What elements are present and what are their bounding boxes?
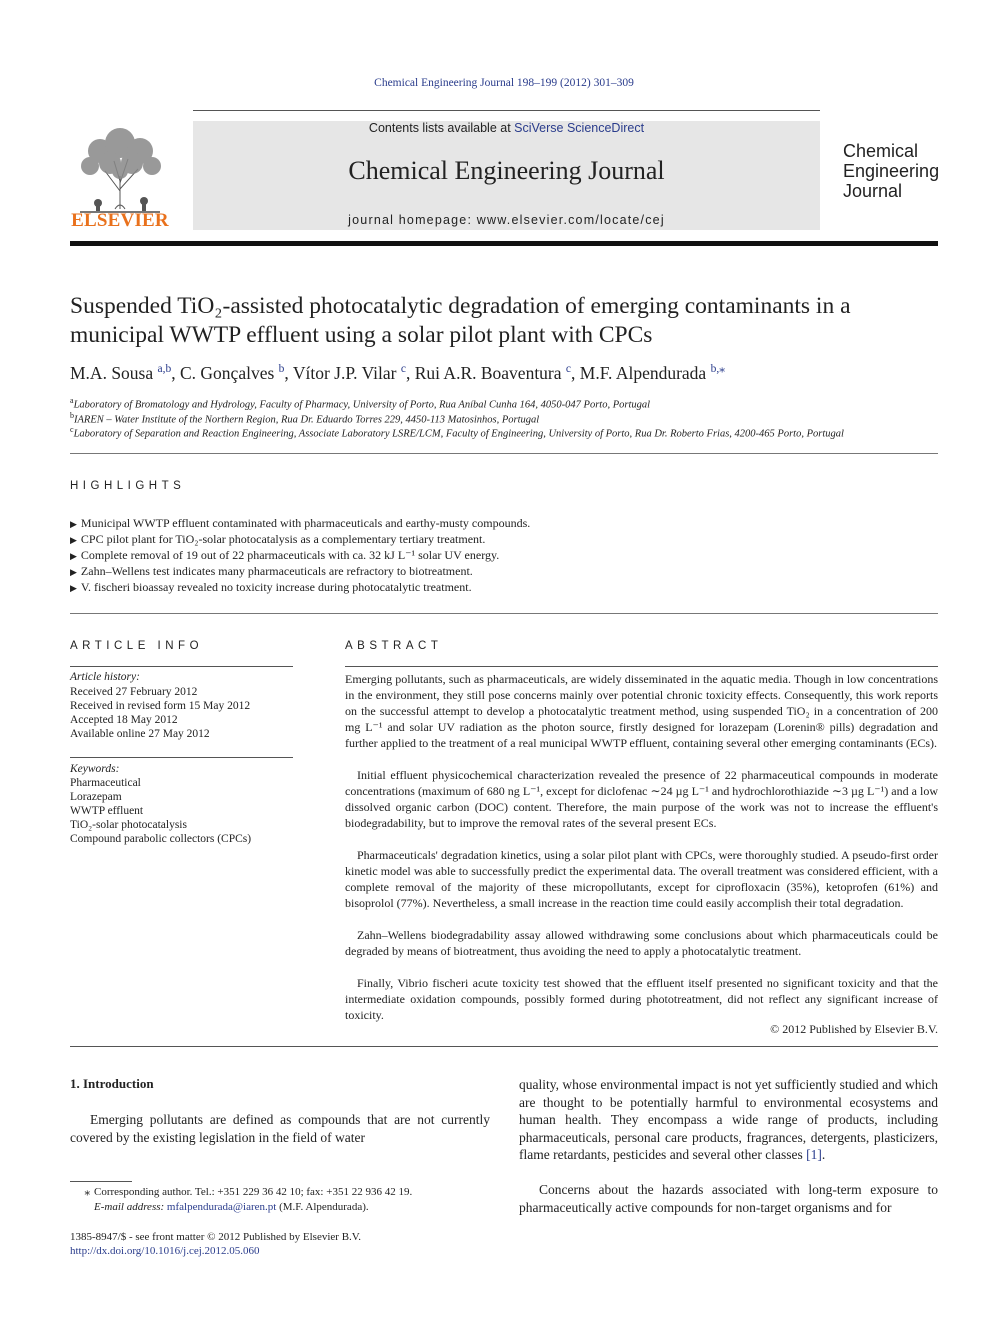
affiliation: [70, 425, 950, 440]
elsevier-wordmark: ELSEVIER: [71, 210, 169, 231]
contents-prefix: Contents lists available at: [368, 121, 511, 135]
intro-left-paragraph: Emerging pollutants are defined as compounds that are not currently covered by the existing legislation in the field of water: [70, 1112, 490, 1145]
author-affil-sup[interactable]: c: [565, 363, 572, 375]
keyword: Compound parabolic collectors (CPCs): [70, 833, 252, 845]
highlight-item: [70, 563, 950, 580]
author-name[interactable]: M.A. Sousa: [70, 362, 154, 383]
author-name[interactable]: M.F. Alpendurada: [579, 362, 707, 383]
abstract-paragraph: Emerging pollutants, such as pharmaceuticals, are widely disseminated in the aquatic media. Though in low concentrations in the environment, they still pose concerns mainly over potential chronic toxicity effects. Consequently, this work reports on the successful attempt to develop a photocatalytic treatment method, using suspended TiO₂ in a concentration of 200 mg L⁻¹ and solar UV radiation as the photon source, firstly designed for lorazepam (Lorenin® pills) degradation and further applied to the treatment of a real municipal WWTP effluent, containing several other emerging contaminants (ECs).: [345, 672, 938, 750]
introduction-heading: 1. Introduction: [70, 1076, 154, 1091]
copyright-notice: © 2012 Published by Elsevier B.V.: [770, 1022, 938, 1036]
cover-title-line: Chemical: [843, 141, 919, 161]
abstract-rule: [345, 666, 938, 667]
affiliation: [70, 396, 950, 411]
bullet-triangle-icon: ▶: [70, 567, 77, 577]
affiliation-label: a: [70, 396, 74, 405]
article-title: [70, 292, 950, 350]
intro-right-text: quality, whose environmental impact is not yet sufficiently studied and which are thought to be potentially harmful to environmental ecosystems and human health. They encompass a wide range of products, including pharmaceuticals, personal care products, fragrances, detergents, plasticizers, flame retardants, pesticides and several other classes: [519, 1077, 938, 1162]
journal-title: Chemical Engineering Journal: [348, 156, 665, 185]
section-divider: [70, 453, 938, 454]
author-name[interactable]: C. Gonçalves: [180, 362, 275, 383]
bullet-triangle-icon: ▶: [70, 535, 77, 545]
abstract-paragraph: Initial effluent physicochemical characterization revealed the presence of 22 pharmaceutical compounds in moderate concentrations (maximum of 680 ng L⁻¹, except for diclofenac ∼24 µg L⁻¹ and hydrochlorothiazide ∼3 µg L⁻¹) and a low dissolved organic carbon (DOC) content. Therefore, the main purpose of the work was not to increase the effluent's biodegradability, but to improve the removal rates of the several present ECs.: [345, 768, 938, 830]
doi-link[interactable]: http://dx.doi.org/10.1016/j.cej.2012.05.060: [70, 1245, 260, 1257]
footnote-rule: [70, 1181, 132, 1182]
highlight-text: V. fischeri bioassay revealed no toxicity increase during photocatalytic treatment.: [80, 580, 472, 594]
keyword: TiO₂-solar photocatalysis: [70, 819, 187, 831]
intro-right-paragraph: quality, whose environmental impact is not yet sufficiently studied and which are thought to be potentially harmful to environmental ecosystems and human health. They encompass a wide range of products, including pharmaceuticals, personal care products, fragrances, detergents, plasticizers, flame retardants, pesticides and several other classes [1].: [519, 1077, 938, 1162]
author-affil-sup[interactable]: c: [400, 363, 406, 375]
corresponding-footnote: ⁎ Corresponding author. Tel.: +351 229 36 42 10; fax: +351 22 936 42 19.: [84, 1186, 413, 1198]
highlight-text: CPC pilot plant for TiO₂-solar photocatalysis as a complementary tertiary treatment.: [80, 532, 486, 546]
affiliation-label: c: [70, 425, 74, 434]
author-affil-sup[interactable]: a,b: [157, 363, 172, 375]
article-info-rule: [70, 666, 293, 667]
keyword: Lorazepam: [70, 791, 122, 803]
history-entry: Available online 27 May 2012: [70, 728, 210, 740]
bullet-triangle-icon: ▶: [70, 519, 77, 529]
highlight-item: [70, 579, 950, 596]
author-affil-sup[interactable]: b: [278, 363, 285, 375]
article-title-line: municipal WWTP effluent using a solar pilot plant with CPCs: [70, 322, 653, 348]
author-name[interactable]: Rui A.R. Boaventura: [414, 362, 562, 383]
bullet-triangle-icon: ▶: [70, 551, 77, 561]
affiliation-text: IAREN – Water Institute of the Northern Region, Rua Dr. Eduardo Torres 229, 4450-113 Matosinhos, Portugal: [74, 414, 540, 426]
author-name[interactable]: Vítor J.P. Vilar: [292, 362, 397, 383]
history-entry: Received in revised form 15 May 2012: [70, 700, 251, 712]
section-divider: [70, 613, 938, 614]
article-info-rule: [70, 757, 293, 758]
article-info-heading: ARTICLE INFO: [70, 640, 204, 652]
abstract-paragraph: Zahn–Wellens biodegradability assay allowed withdrawing some conclusions about which pharmaceuticals could be degraded by means of biotreatment, thus avoiding the need to apply a photocatalytic treatment.: [345, 928, 938, 958]
email-link[interactable]: mfalpendurada@iaren.pt: [166, 1201, 277, 1213]
email-suffix: (M.F. Alpendurada).: [279, 1201, 369, 1213]
cover-title-line: Engineering: [843, 161, 940, 181]
keyword: Pharmaceutical: [70, 777, 141, 789]
abstract-heading: ABSTRACT: [345, 640, 443, 652]
header-thick-rule: [70, 241, 938, 246]
highlight-item: [70, 515, 950, 532]
abstract-paragraph: Finally, Vibrio fischeri acute toxicity test showed that the effluent itself presented no significant toxicity and that the intermediate oxidation compounds, possibly formed during phototreatment, did not reflect any significant increase of toxicity.: [345, 976, 938, 1022]
reference-link[interactable]: [1]: [806, 1147, 822, 1162]
journal-citation[interactable]: Chemical Engineering Journal 198–199 (2012) 301–309: [374, 77, 634, 89]
journal-homepage[interactable]: journal homepage: www.elsevier.com/locate/cej: [348, 213, 665, 227]
history-entry: Received 27 February 2012: [70, 686, 198, 698]
email-footnote: [94, 1200, 514, 1215]
highlight-item: [70, 547, 950, 564]
author-affil-sup[interactable]: b,⁎: [710, 363, 725, 375]
keyword: WWTP effluent: [70, 805, 144, 817]
history-entry: Accepted 18 May 2012: [70, 714, 178, 726]
author-list: M.A. Sousa $^{a,b}$, C. Gonçalves $^b$, Vítor J.P. Vilar $^c$, Rui A.R. Boaventura $^c$, M.F. Alpendurada $^{b,⁎}$: [70, 362, 725, 383]
bullet-triangle-icon: ▶: [70, 583, 77, 593]
highlight-item: [70, 531, 950, 548]
corresponding-text: Corresponding author. Tel.: +351 229 36 42 10; fax: +351 22 936 42 19.: [94, 1186, 413, 1198]
keywords-label: Keywords:: [70, 763, 120, 775]
article-history-label: Article history:: [70, 671, 140, 683]
affiliation-text: Laboratory of Separation and Reaction Engineering, Associate Laboratory LSRE/LCM, Faculty of Engineering, University of Porto, Rua Dr. Roberto Frias, 4200-465 Porto, Portugal: [73, 428, 844, 440]
header-rule: [193, 110, 820, 111]
highlights-heading: HIGHLIGHTS: [70, 480, 186, 492]
journal-cover-title: [843, 141, 953, 201]
affiliation-label: b: [70, 411, 74, 420]
abstract-paragraph: Pharmaceuticals' degradation kinetics, using a solar pilot plant with CPCs, were thoroughly studied. A pseudo-first order kinetic model was able to successfully predict the experimental data. The overall treatment was considered efficient, with a complete removal of the majority of these micropollutants, except for ciprofloxacin (35%), ketoprofen (61%) and bisoprolol (77%). Nevertheless, a small increase in the reaction time could easily accomplish their total degradation.: [345, 848, 938, 910]
highlight-text: Zahn–Wellens test indicates many pharmaceuticals are refractory to biotreatment.: [80, 564, 473, 578]
sciencedirect-link[interactable]: SciVerse ScienceDirect: [514, 121, 645, 135]
affiliation: [70, 411, 950, 426]
article-title-line: Suspended TiO₂-assisted photocatalytic degradation of emerging contaminants in a: [70, 293, 851, 319]
highlight-text: Complete removal of 19 out of 22 pharmaceuticals with ca. 32 kJ L⁻¹ solar UV energy.: [80, 548, 500, 562]
affiliation-text: Laboratory of Bromatology and Hydrology, Faculty of Pharmacy, University of Porto, Rua Aníbal Cunha 164, 4050-047 Porto, Portugal: [73, 399, 651, 411]
issn-line: 1385-8947/$ - see front matter © 2012 Published by Elsevier B.V.: [70, 1231, 362, 1243]
contents-availability: [193, 121, 820, 135]
section-divider: [70, 1046, 938, 1047]
cover-title-line: Journal: [843, 181, 903, 201]
intro-right-paragraph-2: Concerns about the hazards associated with long-term exposure to pharmaceutically active compounds for non-target organisms and for: [519, 1182, 938, 1215]
email-label: E-mail address:: [94, 1201, 165, 1213]
highlight-text: Municipal WWTP effluent contaminated with pharmaceuticals and earthy-musty compounds.: [80, 516, 531, 530]
